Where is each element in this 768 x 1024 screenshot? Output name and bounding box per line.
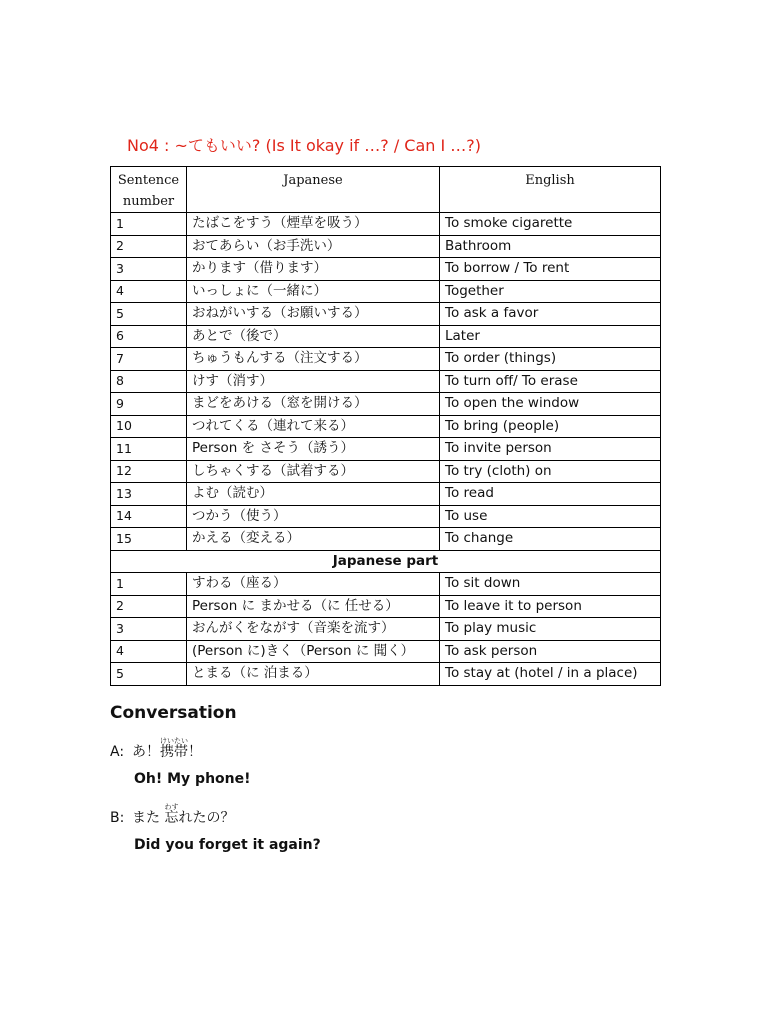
table-row (111, 483, 661, 506)
row-english: To change (440, 528, 661, 551)
row-number: 1 (111, 213, 187, 236)
row-japanese: しちゃくする（試着する） (187, 460, 440, 483)
line-a-end: ！ (188, 744, 202, 760)
row-japanese: Person に まかせる（に 任せる） (187, 595, 440, 618)
table-row (111, 303, 661, 326)
table-row (111, 460, 661, 483)
row-english: Bathroom (440, 235, 661, 258)
row-japanese: よむ（読む） (187, 483, 440, 506)
conversation-line-b (110, 803, 234, 827)
row-japanese: たばこをすう（煙草を吸う） (187, 213, 440, 236)
row-number: 8 (111, 370, 187, 393)
row-number: 4 (111, 640, 187, 663)
table-row (111, 528, 661, 551)
line-a-ruby-base: 携帯 (160, 744, 188, 760)
table-row (111, 213, 661, 236)
row-english: To try (cloth) on (440, 460, 661, 483)
row-japanese: おねがいする（お願いする） (187, 303, 440, 326)
table-row (111, 258, 661, 281)
row-english: To ask a favor (440, 303, 661, 326)
row-japanese: とまる（に 泊まる） (187, 663, 440, 686)
table-row (111, 663, 661, 686)
row-english: To invite person (440, 438, 661, 461)
row-number: 3 (111, 618, 187, 641)
line-a-text: あ！ (132, 744, 160, 760)
row-number: 5 (111, 663, 187, 686)
japanese-part-rows (111, 573, 661, 686)
row-number: 11 (111, 438, 187, 461)
row-english: To read (440, 483, 661, 506)
line-b-ruby-base: 忘 (164, 810, 179, 826)
row-number: 9 (111, 393, 187, 416)
row-english: To smoke cigarette (440, 213, 661, 236)
row-number: 15 (111, 528, 187, 551)
translation-a: Oh! My phone! (134, 771, 251, 787)
row-english: To leave it to person (440, 595, 661, 618)
header-number (111, 167, 187, 213)
row-english: To turn off/ To erase (440, 370, 661, 393)
row-japanese: ちゅうもんする（注文する） (187, 348, 440, 371)
speaker-a: A: (110, 744, 125, 760)
row-japanese: Person を さそう（誘う） (187, 438, 440, 461)
row-english: Together (440, 280, 661, 303)
row-japanese: いっしょに（一緒に） (187, 280, 440, 303)
row-number: 7 (111, 348, 187, 371)
table-row (111, 348, 661, 371)
speaker-b: B: (110, 810, 125, 826)
row-english: To play music (440, 618, 661, 641)
line-b-ruby (164, 803, 179, 826)
translation-b: Did you forget it again? (134, 837, 321, 853)
vocab-table (110, 166, 661, 686)
row-english: To use (440, 505, 661, 528)
header-number-line2: number (122, 194, 175, 209)
row-number: 2 (111, 595, 187, 618)
page-title: No4 : ~てもいい? (Is It okay if …? / Can I …?) (127, 136, 482, 155)
table-row (111, 393, 661, 416)
row-japanese: おんがくをながす（音楽を流す） (187, 618, 440, 641)
row-number: 14 (111, 505, 187, 528)
table-row (111, 640, 661, 663)
row-english: To ask person (440, 640, 661, 663)
table-row (111, 595, 661, 618)
line-a-furigana: けいたい (160, 737, 188, 745)
table-row (111, 573, 661, 596)
row-number: 2 (111, 235, 187, 258)
header-number-line1: Sentence (117, 173, 180, 188)
row-japanese: あとで（後で） (187, 325, 440, 348)
row-number: 1 (111, 573, 187, 596)
section-label: Japanese part (111, 550, 661, 573)
row-number: 4 (111, 280, 187, 303)
conversation-heading: Conversation (110, 703, 237, 723)
row-number: 10 (111, 415, 187, 438)
table-row (111, 325, 661, 348)
row-japanese: つかう（使う） (187, 505, 440, 528)
table-row (111, 235, 661, 258)
row-number: 6 (111, 325, 187, 348)
line-a-ruby (160, 737, 188, 760)
row-japanese: おてあらい（お手洗い） (187, 235, 440, 258)
row-english: To open the window (440, 393, 661, 416)
row-japanese: つれてくる（連れて来る） (187, 415, 440, 438)
row-number: 5 (111, 303, 187, 326)
row-english: Later (440, 325, 661, 348)
row-number: 12 (111, 460, 187, 483)
row-number: 13 (111, 483, 187, 506)
row-english: To sit down (440, 573, 661, 596)
row-japanese: けす（消す） (187, 370, 440, 393)
header-english: English (440, 167, 661, 213)
row-japanese: すわる（座る） (187, 573, 440, 596)
table-row (111, 618, 661, 641)
row-english: To order (things) (440, 348, 661, 371)
row-english: To stay at (hotel / in a place) (440, 663, 661, 686)
table-row (111, 438, 661, 461)
table-row (111, 415, 661, 438)
row-japanese: かります（借ります） (187, 258, 440, 281)
table-row (111, 505, 661, 528)
row-japanese: (Person に)きく（Person に 聞く） (187, 640, 440, 663)
table-row (111, 280, 661, 303)
row-english: To borrow / To rent (440, 258, 661, 281)
table-row (111, 370, 661, 393)
line-b-text: また (132, 810, 165, 826)
vocab-rows (111, 213, 661, 551)
row-english: To bring (people) (440, 415, 661, 438)
line-b-furigana: わす (164, 803, 179, 811)
section-row (111, 550, 661, 573)
row-japanese: まどをあける（窓を開ける） (187, 393, 440, 416)
row-japanese: かえる（変える） (187, 528, 440, 551)
line-b-end: れたの？ (178, 810, 235, 826)
conversation-line-a (110, 737, 202, 761)
row-number: 3 (111, 258, 187, 281)
table-header-row (111, 167, 661, 213)
header-japanese: Japanese (187, 167, 440, 213)
